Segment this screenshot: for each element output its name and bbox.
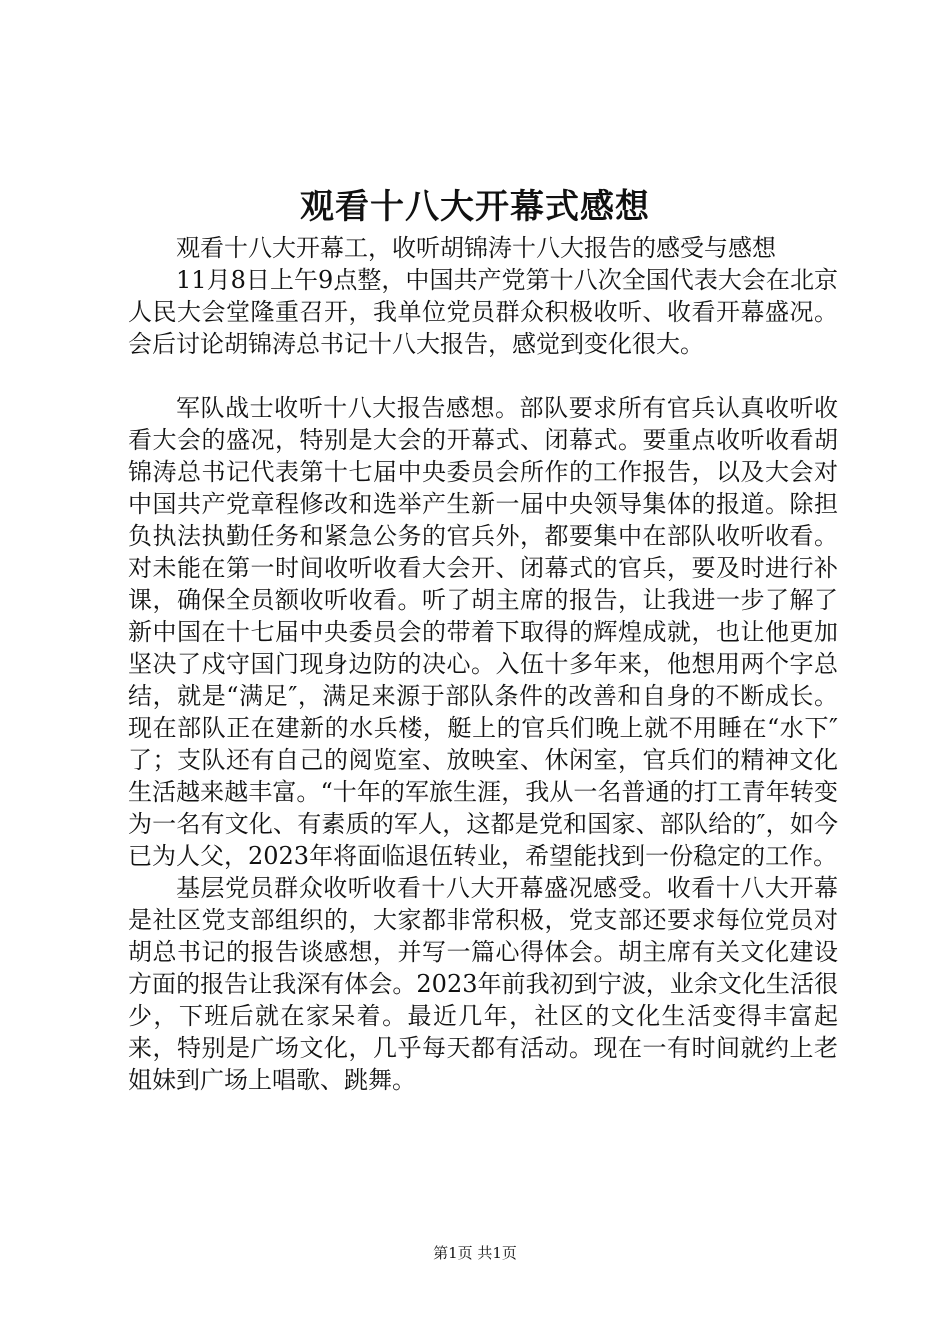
paragraph-intro: 11月8日上午9点整，中国共产党第十八次全国代表大会在北京人民大会堂隆重召开，我单位党员群众积极收听、收看开幕盛况。会后讨论胡锦涛总书记十八大报告，感觉到变化很大。	[128, 266, 838, 358]
page-footer: 第1页 共1页	[433, 1244, 517, 1262]
document-body	[128, 232, 838, 1096]
paragraph-subtitle: 观看十八大开幕工，收听胡锦涛十八大报告的感受与感想	[176, 234, 776, 262]
paragraph-community: 基层党员群众收听收看十八大开幕盛况感受。收看十八大开幕是社区党支部组织的，大家都非常积极，党支部还要求每位党员对胡总书记的报告谈感想，并写一篇心得体会。胡主席有关文化建设方面的报告让我深有体会。2023年前我初到宁波，业余文化生活很少，下班后就在家呆着。最近几年，社区的文化生活变得丰富起来，特别是广场文化，几乎每天都有活动。现在一有时间就约上老姐妹到广场上唱歌、跳舞。	[128, 874, 838, 1094]
document-title: 观看十八大开幕式感想	[300, 187, 650, 227]
paragraph-soldiers: 军队战士收听十八大报告感想。部队要求所有官兵认真收听收看大会的盛况，特别是大会的开幕式、闭幕式。要重点收听收看胡锦涛总书记代表第十七届中央委员会所作的工作报告，以及大会对中国共产党章程修改和选举产生新一届中央领导集体的报道。除担负执法执勤任务和紧急公务的官兵外，都要集中在部队收听收看。对未能在第一时间收听收看大会开、闭幕式的官兵，要及时进行补课，确保全员额收听收看。听了胡主席的报告，让我进一步了解了新中国在十七届中央委员会的带着下取得的辉煌成就，也让他更加坚决了戍守国门现身边防的决心。入伍十多年来，他想用两个字总结，就是“满足″，满足来源于部队条件的改善和自身的不断成长。现在部队正在建新的水兵楼，艇上的官兵们晚上就不用睡在“水下″了；支队还有自己的阅览室、放映室、休闲室，官兵们的精神文化生活越来越丰富。“十年的军旅生涯，我从一名普通的打工青年转变为一名有文化、有素质的军人，这都是党和国家、部队给的″，如今已为人父，2023年将面临退伍转业，希望能找到一份稳定的工作。	[128, 394, 838, 870]
